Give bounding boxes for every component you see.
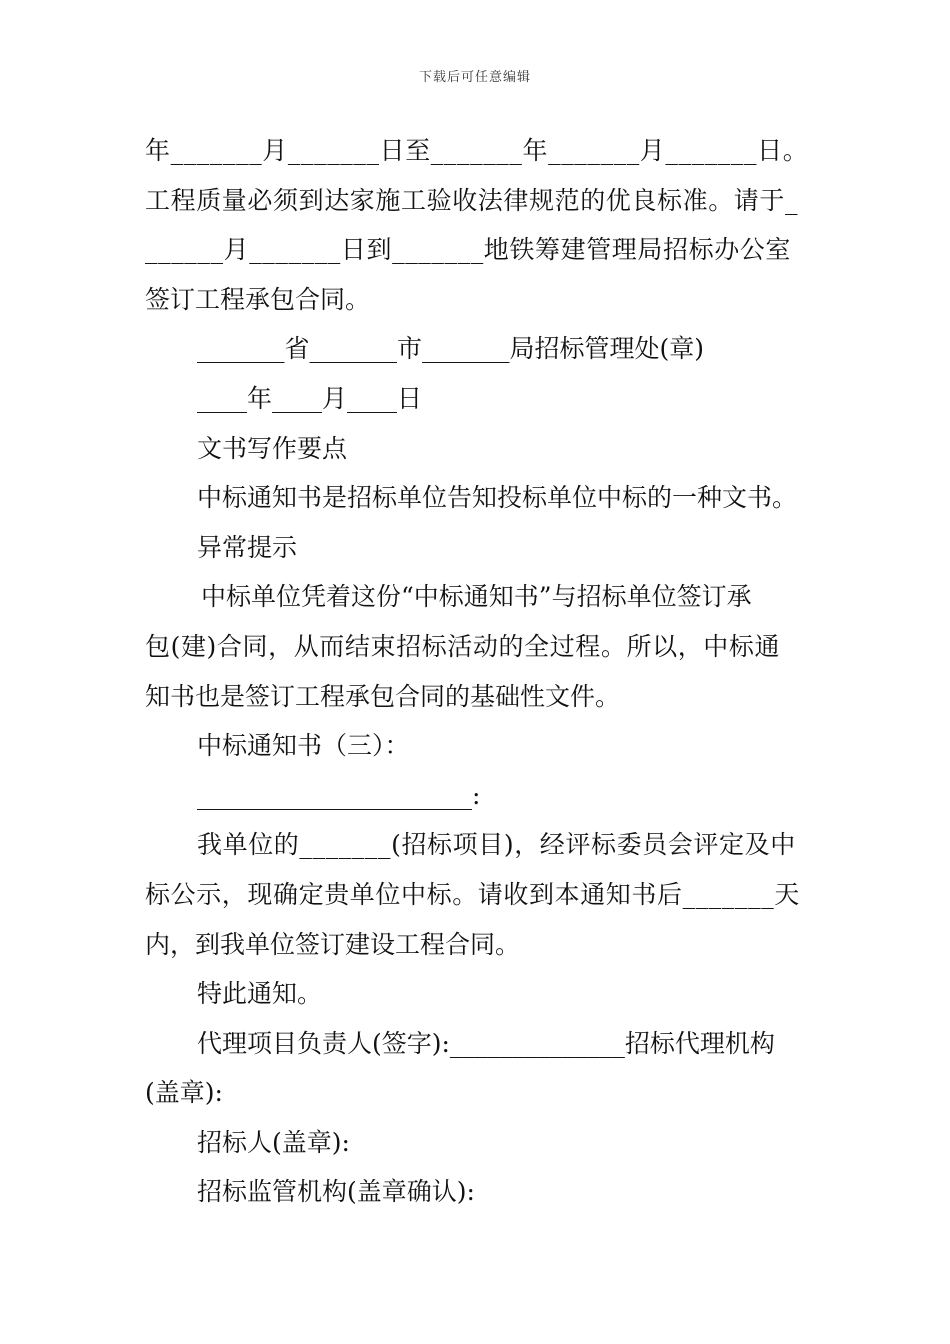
section-heading: 异常提示 xyxy=(197,532,298,562)
paragraph-line: ______月_______日到_______地铁筹建管理局招标办公室 xyxy=(145,235,792,265)
paragraph-line: 标公示，现确定贵单位中标。请收到本通知书后_______天 xyxy=(145,879,800,909)
paragraph-line: 年_______月_______日至_______年_______月_______日。 xyxy=(145,136,809,165)
document-body xyxy=(145,126,810,1217)
paragraph-line: 内，到我单位签订建设工程合同。 xyxy=(145,929,521,959)
paragraph-line: 包(建)合同，从而结束招标活动的全过程。所以，中标通 xyxy=(145,631,781,661)
paragraph-line: 中标单位凭着这份“中标通知书”与招标单位签订承 xyxy=(201,582,752,612)
paragraph-line: 签订工程承包合同。 xyxy=(145,284,371,314)
page-header: 下载后可任意编辑 xyxy=(418,70,531,85)
paragraph-line: 工程质量必须到达家施工验收法律规范的优良标准。请于_ xyxy=(145,185,799,215)
signature-line: (盖章): xyxy=(145,1078,223,1108)
signature-line: 代理项目负责人(签字):______________招标代理机构 xyxy=(197,1028,775,1058)
signature-authority-line: _______省_______市_______局招标管理处(章) xyxy=(197,334,705,364)
paragraph-line: 我单位的_______(招标项目)，经评标委员会评定及中 xyxy=(197,830,796,860)
addressee-line: ______________________: xyxy=(197,780,481,810)
closing-line: 特此通知。 xyxy=(197,979,323,1009)
paragraph-line: 知书也是签订工程承包合同的基础性文件。 xyxy=(145,681,621,711)
paragraph-line: 中标通知书是招标单位告知投标单位中标的一种文书。 xyxy=(197,483,798,513)
section-heading: 文书写作要点 xyxy=(197,433,348,463)
section-heading: 中标通知书（三）： xyxy=(197,731,410,761)
signature-line: 招标监管机构(盖章确认): xyxy=(197,1177,475,1207)
signature-line: 招标人(盖章): xyxy=(197,1127,350,1157)
date-line: ____年____月____日 xyxy=(197,383,423,413)
